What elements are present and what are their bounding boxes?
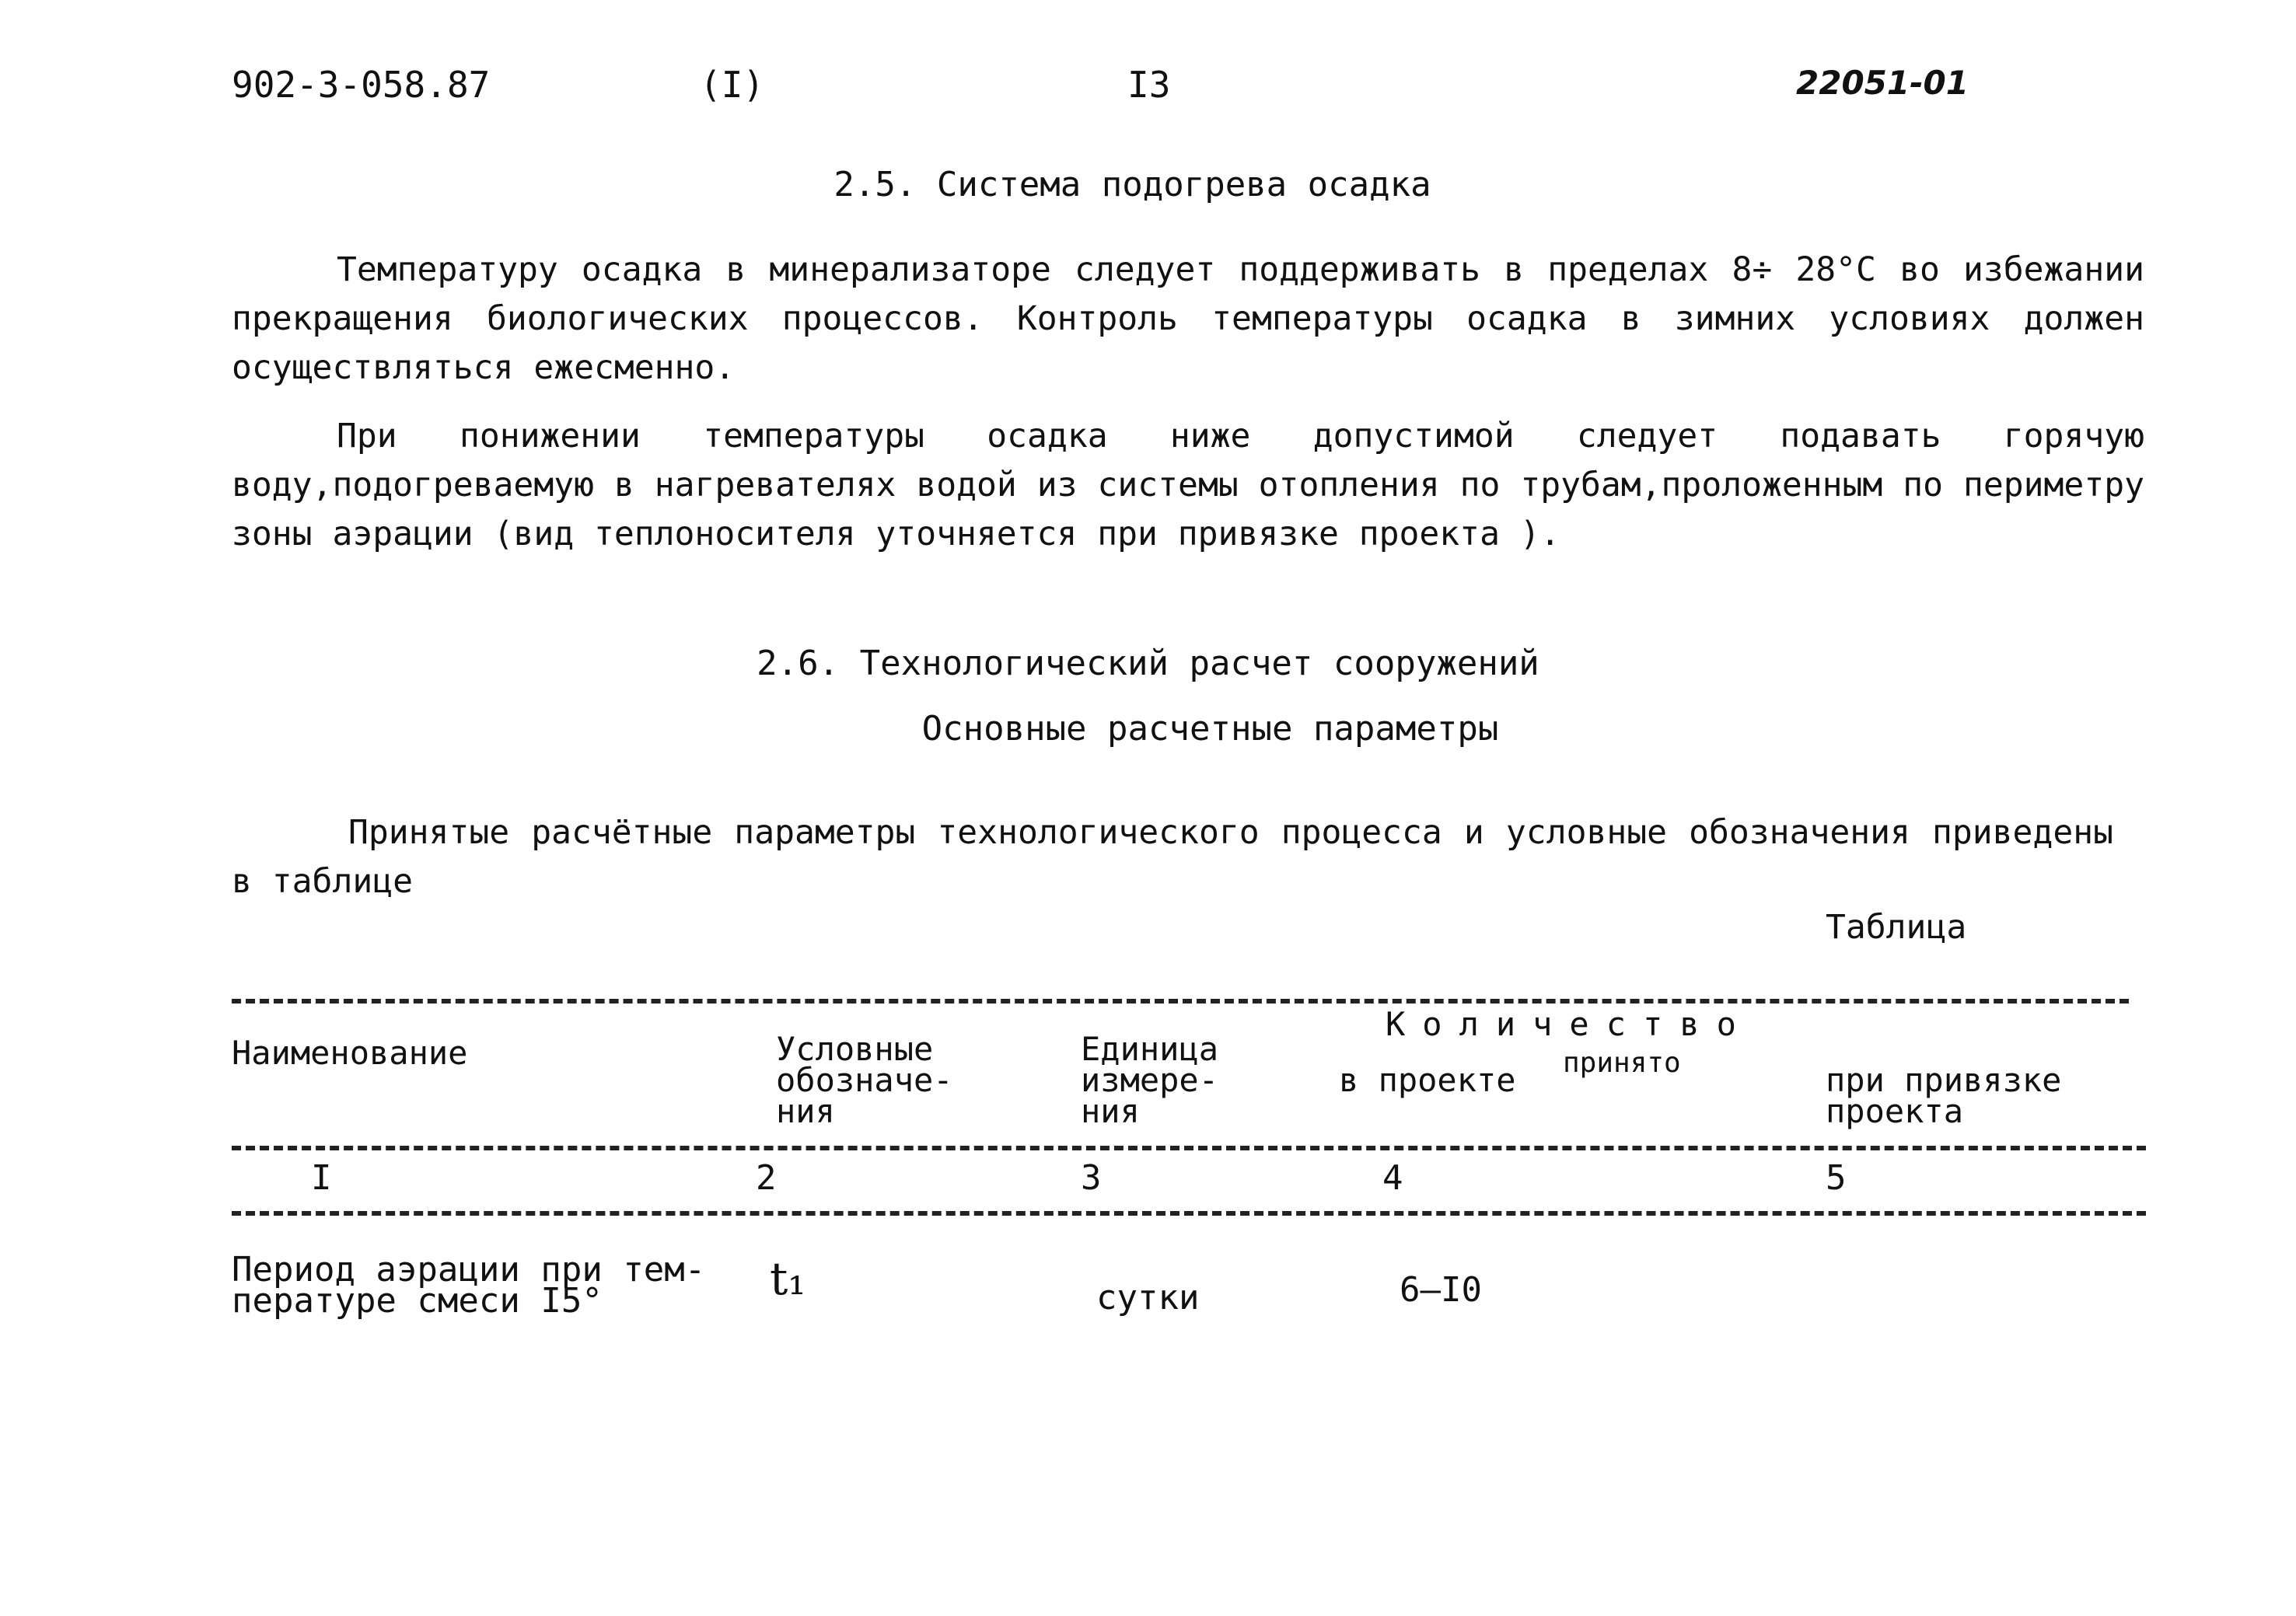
section-2-6-title: 2.6. Технологический расчет сооружений [757,644,1539,683]
row-symbol: t₁ [770,1252,806,1305]
header-in-project: в проекте [1339,1061,1516,1099]
column-number-3: 3 [1081,1158,1102,1198]
paragraph-2-text: При понижении температуры осадка ниже допустимой следует подавать горячую воду,подогреваемую в нагревателях водой из системы отопления по трубам,проложенным по периметру зоны аэрации (вид теплоносителя уточняется при привязке проекта ). [232,417,2144,553]
header-symbol: Условные обозначе- ния [776,1030,953,1130]
column-number-4: 4 [1382,1158,1403,1198]
row-unit: сутки [1096,1278,1200,1318]
header-at-binding: при привязке проекта [1826,1061,2062,1130]
header-unit: Единица измере- ния [1081,1030,1219,1130]
table-top-divider [232,999,2129,1003]
paragraph-1-text: Температуру осадка в минерализаторе следует поддерживать в пределах 8÷ 28°С во избежании прекращения биологических процессов. Контроль температуры осадка в зимних условиях должен осуществляться ежесменно. [232,250,2144,387]
row-in-project: 6–I0 [1400,1270,1482,1310]
column-number-1: I [311,1158,332,1198]
section-2-6-subtitle: Основные расчетные параметры [921,709,1499,749]
table-caption: Таблица [1826,908,1967,947]
section-2-5-title: 2.5. Система подогрева осадка [833,165,1431,204]
section-2-5-paragraph-2 [232,412,2144,559]
header-quantity: Количество [1386,1005,1753,1043]
paragraph-3-text: Принятые расчётные параметры технологического процесса и условные обозначения приведены в таблице [232,813,2113,901]
column-number-5: 5 [1826,1158,1847,1198]
document-code: 902-3-058.87 [232,64,491,106]
table-header-divider [232,1146,2146,1150]
table-numbers-divider [232,1211,2146,1216]
section-2-6-paragraph [232,808,2113,906]
section-2-5-paragraph-1 [232,246,2144,393]
header-name: Наименование [232,1034,468,1072]
row-name: Период аэрации при тем- пературе смеси I5° [232,1250,706,1321]
header-accepted: принято [1563,1047,1681,1079]
part-number: (I) [700,64,765,106]
column-number-2: 2 [756,1158,777,1198]
page-number: I3 [1127,64,1171,106]
inventory-number: 22051-01 [1796,64,1969,102]
